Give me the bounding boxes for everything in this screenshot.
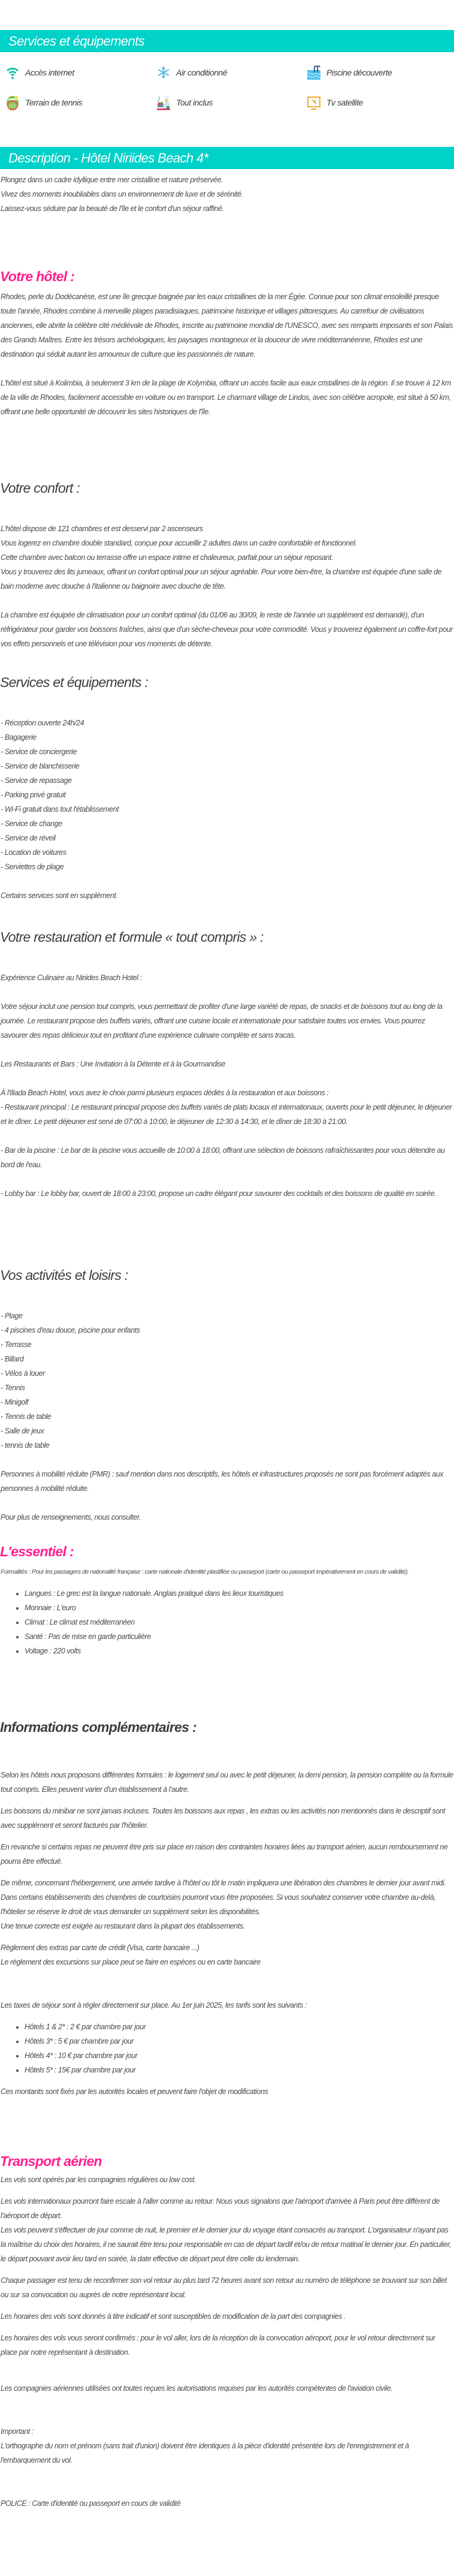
activity-item: - Terrasse: [1, 1340, 32, 1349]
service-item: - Service de change: [1, 820, 62, 828]
important-text: L'orthographe du nom et prénom (sans trait d'union) doivent être identiques à la pièce d'identité présentée lors de l'enregistrement et à l'embarquement du vol.: [1, 2442, 409, 2464]
service-item: - Wi-Fi gratuit dans tout l'établissement: [1, 805, 119, 814]
hotel-description: Rhodes, perle du Dodécanèse, est une île grecque baignée par les eaux cristallines de la mer Égée. Connue pour son climat ensoleillé presque toute l'année, Rhodes combine à merveille plages paradisiaques, patrimoine historique et villages pittoresques. Au carrefour de civilisations anciennes, elle abrite la célèbre cité médiévale de Rhodes, inscrite au patrimoine mondial de l'UNESCO, avec ses remparts imposants et son Palais des Grands Maîtres. Entre les trésors archéologiques, les paysages montagneux et la douceur de vivre méditerranéenne, Rhodes est une destination qui séduit autant les amoureux de culture que les passionnés de nature.: [1, 293, 453, 358]
feature-all-inclusive: [157, 95, 213, 110]
formalities: Formalités : Pour les passagers de nationalité française : carte nationale d'identité plastifiée ou passeport (carte ou passeport impérativement en cours de validité).: [1, 1568, 409, 1575]
transport-confirmation: Les horaires des vols vous seront confirmés : pour le vol aller, lors de la réception de la convocation aéroport, pour le vol retour directement sur place par notre représentant à destination.: [1, 2334, 435, 2357]
snowflake-icon: [157, 65, 170, 80]
restaurant-intro: À l'Iliada Beach Hotel, vous avez le choix parmi plusieurs espaces dédiés à la restauration et aux boissons :: [1, 1089, 329, 1097]
feature-label: Accès internet: [25, 68, 74, 77]
feature-label: Terrain de tennis: [25, 98, 83, 107]
transport-schedule: Les vols peuvent s'éffectuer de jour comme de nuit, le premier et le dernier jour du voyage étant consacrés au transport. L'organisateur n'ayant pas la maîtrise du choix des horaires, il ne saurait être tenu pour responsable en cas de départ tardif et/ou de retour matinal le dernier jour. En particulier, le départ pouvant avoir lieu tard en soirée, la date effective de départ peut être celle du lendemain.: [1, 2226, 452, 2263]
tax-item: • Hôtels 4* : 10 € par chambre par jour: [25, 2048, 453, 2063]
services-section-header: [0, 30, 454, 52]
description-section-title: Description - Hôtel Niriides Beach 4*: [8, 150, 208, 165]
activity-item: - Vélos à louer: [1, 1369, 45, 1378]
transport-authorisations: Les compagnies aériennes utilisées ont toutes reçues les autorisations requises par les autorités compétentes de l'aviation civile.: [1, 2384, 393, 2393]
restaurant-lobby-bar: - Lobby bar : Le lobby bar, ouvert de 18:00 à 23:00, propose un cadre élégant pour savourer des cocktails et des boissons de qualité en soirée.: [1, 1189, 437, 1198]
restaurant-heading: Votre restauration et formule « tout compris » :: [0, 929, 264, 945]
taxes-note: Ces montants sont fixés par les autorités locales et peuvent faire l'objet de modifications: [1, 2087, 268, 2096]
hotel-location: L'hôtel est situé à Kolimbia, à seulement 3 km de la plage de Kolymbia, offrant un accès facile aux eaux cristallines de la région. Il se trouve à 12 km de la ville de Rhodes, facilement accessible en voiture ou en transport. Le charmant village de Lindos, avec son célèbre acropole, est situé à 50 km, offrant une belle opportunité de découvrir les sites historiques de l'île.: [1, 379, 451, 416]
comfort-line: Cette chambre avec balcon ou terrasse offre un espace intime et chaleureux, parfait pour un séjour reposant.: [1, 553, 334, 562]
info-formulas: Selon les hôtels nous proposons différentes formules : le logement seul ou avec le petit déjeuner, la demi pension, la pension complète ou la formule tout compris. Elles peuvent varier d'un établissement à l'autre.: [1, 1771, 453, 1794]
feature-label: Air conditionné: [176, 68, 228, 77]
taxes-list: [1, 2020, 453, 2077]
taxes-intro: Les taxes de séjour sont à régler directement sur place. Au 1er juin 2025, les tarifs sont les suivants :: [1, 2001, 307, 2009]
feature-air-conditioning: [157, 65, 227, 80]
services-list-section: [0, 671, 454, 903]
service-item: - Parking privé gratuit: [1, 791, 66, 799]
service-item: - Service de repassage: [1, 776, 72, 785]
hotel-section: [0, 266, 454, 419]
tax-item: • Hôtels 3* : 5 € par chambre par jour: [25, 2034, 453, 2048]
essentials-heading: L'essentiel :: [0, 1544, 74, 1559]
essentials-list: [1, 1586, 453, 1658]
activity-item: - Plage: [1, 1312, 23, 1320]
restaurant-description: Votre séjour inclut une pension tout compris, vous permettant de profiter d'une large variété de repas, de snacks et de boissons tout au long de la journée. Le restaurant propose des buffets variés, offrant une cuisine locale et internationale pour satisfaire toutes vos envies. Vous pourrez savourer des repas délicieux tout en profitant d'une expérience culinaire complète et sans tracas.: [1, 1002, 443, 1040]
restaurant-pool-bar: - Bar de la piscine : Le bar de la piscine vous accueille de 10:00 à 18:00, offrant une sélection de boissons rafraîchissantes pour vous détendre au bord de l'eau.: [1, 1146, 445, 1169]
intro-line: Laissez-vous séduire par la beauté de l'île et le confort d'un séjour raffiné.: [1, 204, 224, 213]
info-excursions-payment: Le règlement des excursions sur place peut se faire en espèces ou en carte bancaire: [1, 1958, 261, 1966]
services-note: Certains services sont en supplément.: [1, 891, 118, 900]
services-list-heading: Services et équipements :: [0, 674, 149, 690]
activity-item: - Salle de jeux: [1, 1427, 44, 1435]
tax-item: • Hôtels 5* : 15€ par chambre par jour: [25, 2063, 453, 2077]
restaurant-section: [0, 926, 454, 1201]
activity-item: - tennis de table: [1, 1441, 50, 1450]
activity-item: - Minigolf: [1, 1398, 29, 1406]
restaurant-main: - Restaurant principal : Le restaurant principal propose des buffets variés de plats locaux et internationaux, ouverts pour le petit déjeuner, le déjeuner et le dîner. Le petit déjeuner est servi de 07:00 à 10:00, le déjeuner de 12:30 à 14:30, et le dîner de 18:30 à 21:00.: [1, 1103, 452, 1126]
activity-item: - 4 piscines d'eau douce, piscine pour enfants: [1, 1326, 140, 1334]
essentials-section: [0, 1541, 454, 1658]
service-item: - Location de voitures: [1, 848, 66, 857]
pool-icon: [307, 65, 320, 80]
feature-outdoor-pool: [307, 65, 392, 80]
essentials-item: • Langues : Le grec est la langue nationale. Anglais pratiqué dans les lieux touristiques: [25, 1586, 453, 1601]
tax-item: • Hôtels 1 & 2* : 2 € par chambre par jour: [25, 2020, 453, 2034]
comfort-line: L'hôtel dispose de 121 chambres et est desservi par 2 ascenseurs: [1, 525, 203, 533]
intro-block: [0, 173, 453, 216]
transport-stopovers: Les vols internationaux pourront faire escale à l'aller comme au retour. Nous vous signalons que l'aéroport d'arrivée à Paris peut être différent de l'aéroport de départ.: [1, 2197, 440, 2220]
essentials-item: • Monnaie : L'euro: [25, 1601, 453, 1615]
intro-line: Vivez des moments inoubliables dans un environnement de luxe et de sérénité.: [1, 190, 243, 198]
activity-item: - Tennis de table: [1, 1412, 52, 1421]
transport-reconfirm: Chaque passager est tenu de reconfirmer son vol retour au plus tard 72 heures avant son retour au numéro de téléphone se trouvant sur son billet ou sur sa convocation ou auprès de notre représentant local.: [1, 2276, 447, 2299]
police-text: POLICE : Carte d'identité ou passeport en cours de validité: [1, 2499, 181, 2508]
activity-item: - Tennis: [1, 1384, 25, 1392]
feature-satellite-tv: [307, 95, 363, 110]
transport-airlines: Les vols sont opérés par les compagnies régulières ou low cost.: [1, 2176, 196, 2184]
feature-label: Tout inclus: [176, 98, 213, 107]
info-extras-payment: Règlement des extras par carte de crédit (Visa, carte bancaire ...): [1, 1944, 199, 1952]
activity-item: - Billard: [1, 1355, 24, 1363]
feature-label: Tv satellite: [326, 98, 363, 107]
comfort-section: [0, 477, 454, 651]
comfort-line: Vous y trouverez des lits jumeaux, offrant un confort optimal pour un séjour agréable. Pour votre bien-être, la chambre est équipée d'une salle de bain moderne avec douche à l'italienne ou baignoire avec douche de tête.: [1, 568, 441, 590]
transport-indicative: Les horaires des vols sont donnés à titre indicatif et sont susceptibles de modification de la part des compagnies .: [1, 2312, 346, 2321]
service-item: - Serviettes de plage: [1, 863, 64, 871]
info-dress-code: Une tenue correcte est exigée au restaurant dans la plupart des établissements.: [1, 1922, 245, 1930]
info-meals: En revanche si certains repas ne peuvent être pris sur place en raison des contraintes horaires liées au transport aérien, aucun remboursement ne pourra être effectué.: [1, 1843, 448, 1866]
comfort-heading: Votre confort :: [0, 480, 80, 496]
info-accommodation: De même, concernant l'hébergement, une arrivée tardive à l'hôtel ou tôt le matin impliquera une libération des chambres le dernier jour avant midi. Dans certains établissements des chambres de courtoisies pourront vous être proposées. Si vous souhaitez conserver votre chambre au-delà, l'hôtelier se réserve le droit de vous demander un supplément selon les disponibilités.: [1, 1879, 446, 1916]
comfort-equipment: La chambre est équipée de climatisation pour un confort optimal (du 01/06 au 30/09, le reste de l'année un supplément est demandé), d'un réfrigérateur pour garder vos boissons fraîches, ainsi que d'un sèche-cheveux pour votre commodité. Vous y trouverez également un coffre-fort pour vos effets personnels et une télévision pour vos moments de détente.: [1, 611, 453, 648]
service-item: - Service de blanchisserie: [1, 762, 80, 770]
chef-icon: [157, 95, 170, 110]
wifi-icon: [6, 65, 19, 80]
restaurant-subtitle: Expérience Culinaire au Niriides Beach Hotel :: [1, 974, 142, 982]
service-item: - Bagagerie: [1, 733, 37, 742]
satellite-tv-icon: [307, 95, 320, 110]
feature-tennis-court: [6, 95, 82, 110]
activities-section: [0, 1264, 454, 1524]
essentials-item: • Climat : Le climat est méditerranéen: [25, 1615, 453, 1629]
description-section-header: [0, 147, 454, 169]
more-info: Pour plus de renseignements, nous consulter.: [1, 1513, 141, 1522]
restaurant-bars-title: Les Restaurants et Bars : Une Invitation à la Détente et à la Gourmandise: [1, 1060, 226, 1068]
feature-internet: [6, 65, 74, 80]
essentials-item: • Santé : Pas de mise en garde particulière: [25, 1629, 453, 1644]
activities-heading: Vos activités et loisirs :: [0, 1267, 128, 1283]
pmr-notice: Personnes à mobilité réduite (PMR) : sauf mention dans nos descriptifs, les hôtels et infrastructures proposés ne sont pas forcément adaptés aux personnes à mobilité réduite.: [1, 1470, 444, 1493]
service-item: - Réception ouverte 24h/24: [1, 719, 84, 727]
intro-line: Plongez dans un cadre idyllique entre mer cristalline et nature préservée.: [1, 176, 223, 184]
hotel-heading: Votre hôtel :: [0, 269, 75, 284]
transport-heading: Transport aérien: [0, 2153, 102, 2169]
info-heading: Informations complémentaires :: [0, 1719, 196, 1735]
services-section-title: Services et équipements: [8, 34, 145, 49]
tennis-icon: [6, 95, 19, 110]
essentials-item: • Voltage : 220 volts: [25, 1644, 453, 1658]
comfort-line: Vous logerez en chambre double standard, conçue pour accueillir 2 adultes dans un cadre confortable et fonctionnel.: [1, 539, 357, 547]
important-label: Important :: [1, 2427, 34, 2436]
service-item: - Service de conciergerie: [1, 748, 77, 756]
info-minibar: Les boissons du minibar ne sont jamais incluses. Toutes les boissons aux repas , les extras ou les activités non mentionnés dans le descriptif sont avec supplément et seront facturés par l'hôtelier.: [1, 1807, 446, 1830]
service-item: - Service de réveil: [1, 834, 56, 842]
info-section: [0, 1716, 454, 2099]
feature-label: Piscine découverte: [326, 68, 392, 77]
transport-section: [0, 2152, 454, 2511]
